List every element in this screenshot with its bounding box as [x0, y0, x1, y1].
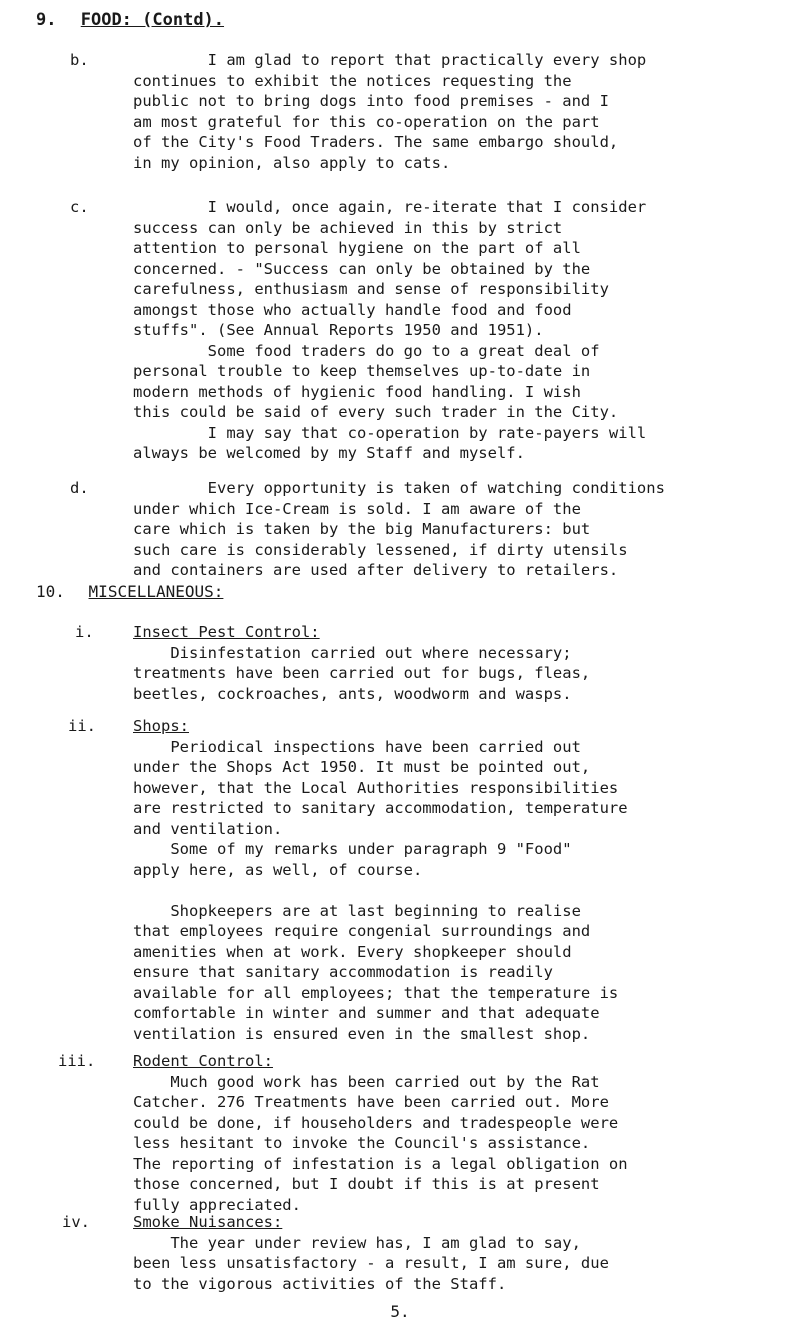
section-number: 9. [36, 10, 57, 30]
misc-paragraph-insect [133, 622, 793, 704]
text-line: Much good work has been carried out by the Rat [133, 1072, 600, 1091]
food-paragraph-c [133, 197, 793, 464]
subsection-title: Shops: [133, 717, 189, 735]
item-marker: iv. [62, 1213, 90, 1231]
section-title: MISCELLANEOUS: [88, 582, 224, 601]
text-line: amongst those who actually handle food and food [133, 300, 572, 319]
text-line: Shopkeepers are at last beginning to realise [133, 901, 581, 920]
text-line: attention to personal hygiene on the part of all [133, 239, 581, 257]
text-line: of the City's Food Traders. The same embargo should, [133, 133, 619, 151]
text-line: always be welcomed by my Staff and myself. [133, 444, 525, 462]
text-line: continues to exhibit the notices requesting the [133, 71, 572, 90]
text-line: concerned. - "Success can only be obtained by the [133, 259, 591, 278]
item-marker: ii. [68, 717, 96, 735]
text-line: this could be said of every such trader in the City. [133, 403, 619, 421]
misc-paragraph-rodent [133, 1051, 793, 1215]
text-line: and ventilation. [133, 819, 283, 838]
text-line [133, 880, 793, 901]
section-heading-misc [36, 582, 223, 603]
text-line: public not to bring dogs into food premises - and I [133, 92, 609, 110]
section-number: 10. [36, 582, 65, 601]
item-marker: i. [75, 623, 94, 641]
text-line: stuffs". (See Annual Reports 1950 and 1951). [133, 321, 544, 339]
text-line: carefulness, enthusiasm and sense of responsibility [133, 280, 609, 298]
text-line: am most grateful for this co-operation on the part [133, 112, 600, 131]
food-paragraph-d [133, 478, 793, 581]
text-line: could be done, if householders and tradespeople were [133, 1113, 619, 1132]
section-heading-food [36, 10, 224, 31]
text-line: less hesitant to invoke the Council's assistance. [133, 1134, 591, 1152]
page-number: 5. [390, 1302, 410, 1321]
text-line: apply here, as well, of course. [133, 860, 423, 879]
subsection-title: Rodent Control: [133, 1052, 273, 1070]
item-marker: iii. [58, 1052, 96, 1070]
item-marker: b. [70, 51, 89, 69]
text-line: Some of my remarks under paragraph 9 "Food" [133, 840, 572, 858]
misc-paragraph-shops [133, 716, 793, 1044]
subsection-title: Insect Pest Control: [133, 623, 320, 641]
text-line: Periodical inspections have been carried out [133, 737, 581, 756]
text-line: I would, once again, re-iterate that I consider [133, 198, 647, 216]
text-line: personal trouble to keep themselves up-to-date in [133, 362, 591, 380]
text-line: comfortable in winter and summer and that adequate [133, 1004, 600, 1022]
section-title: FOOD: (Contd). [80, 10, 225, 30]
text-line: The reporting of infestation is a legal obligation on [133, 1154, 628, 1173]
text-line: treatments have been carried out for bugs, fleas, [133, 664, 591, 682]
text-line: I may say that co-operation by rate-payers will [133, 423, 647, 442]
text-line: and containers are used after delivery to retailers. [133, 561, 619, 579]
text-line: The year under review has, I am glad to say, [133, 1233, 581, 1252]
text-line: are restricted to sanitary accommodation, temperature [133, 799, 628, 817]
subsection-title: Smoke Nuisances: [133, 1213, 283, 1231]
text-line: Every opportunity is taken of watching conditions [133, 479, 665, 497]
text-line: fully appreciated. [133, 1195, 301, 1214]
food-paragraph-b [133, 50, 793, 173]
text-line: Some food traders do go to a great deal of [133, 341, 600, 360]
text-line: ensure that sanitary accommodation is readily [133, 963, 553, 981]
text-line: success can only be achieved in this by strict [133, 218, 563, 237]
text-line: been less unsatisfactory - a result, I am sure, due [133, 1254, 609, 1272]
text-line: in my opinion, also apply to cats. [133, 153, 451, 172]
text-line: available for all employees; that the temperature is [133, 983, 619, 1002]
text-line: that employees require congenial surroundings and [133, 922, 591, 940]
text-line: care which is taken by the big Manufacturers: but [133, 520, 591, 538]
text-line: I am glad to report that practically every shop [133, 51, 647, 69]
text-line: under the Shops Act 1950. It must be pointed out, [133, 758, 591, 776]
text-line: however, that the Local Authorities responsibilities [133, 778, 619, 797]
misc-paragraph-smoke [133, 1212, 793, 1294]
text-line: Disinfestation carried out where necessary; [133, 643, 572, 662]
text-line: ventilation is ensured even in the smallest shop. [133, 1024, 591, 1043]
text-line: to the vigorous activities of the Staff. [133, 1274, 507, 1293]
text-line: those concerned, but I doubt if this is at present [133, 1175, 600, 1193]
text-line: under which Ice-Cream is sold. I am aware of the [133, 499, 581, 518]
text-line: amenities when at work. Every shopkeeper should [133, 942, 572, 961]
text-line: modern methods of hygienic food handling. I wish [133, 382, 581, 401]
text-line: such care is considerably lessened, if dirty utensils [133, 540, 628, 559]
item-marker: c. [70, 198, 89, 216]
item-marker: d. [70, 479, 89, 497]
text-line: beetles, cockroaches, ants, woodworm and wasps. [133, 684, 572, 703]
text-line: Catcher. 276 Treatments have been carried out. More [133, 1093, 609, 1111]
